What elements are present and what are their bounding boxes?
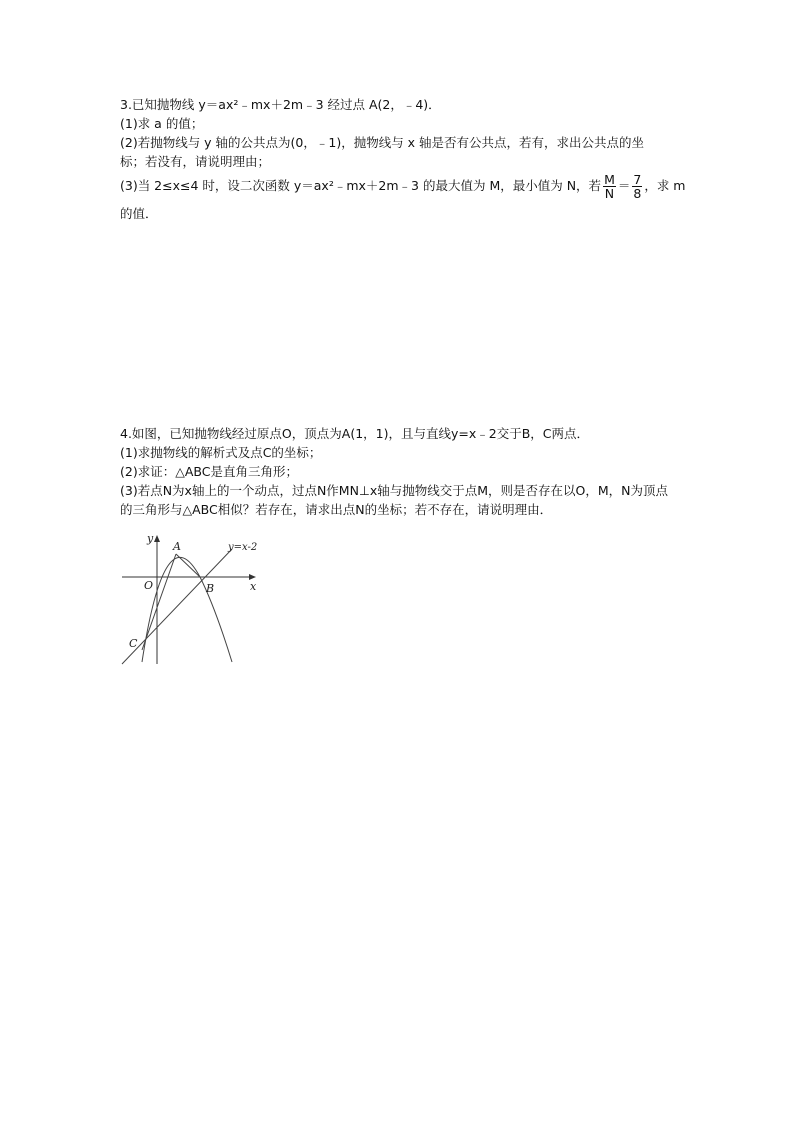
line-y-equals-x-minus-2 [122,549,232,664]
problem-3-statement: 3.已知抛物线 y＝ax²﹣mx＋2m﹣3 经过点 A(2，﹣4)． [120,97,441,112]
y-axis-arrow [154,535,160,542]
problem-3-part-3-tail: ，求 m [644,178,686,193]
problem-3-part-3-text: (3)当 2≤x≤4 时，设二次函数 y＝ax²﹣mx＋2m﹣3 的最大值为 M，最小值为 N，若 [120,178,602,193]
fraction-m-numerator: M [604,172,615,187]
problem-4-part-1: (1)求抛物线的解析式及点C的坐标； [120,445,322,460]
fraction-seven-eighths [632,173,642,200]
segment-ac [142,554,176,650]
problem-3-part-3-cont: 的值． [120,206,158,221]
problem-3-part-1: (1)求 a 的值； [120,116,204,131]
label-y: y [147,532,154,545]
parabola-figure-svg [120,532,265,667]
problem-4-part-2: (2)求证：△ABC是直角三角形； [120,464,298,479]
equals-sign: ＝ [617,178,631,193]
problem-3-part-2-cont: 标；若没有，请说明理由； [120,154,271,169]
problem-4-part-3: (3)若点N为x轴上的一个动点，过点N作MN⊥x轴与抛物线交于点M，则是否存在以O，M，N为顶点 [120,483,668,498]
label-b: B [206,582,215,595]
fraction-m-over-n [603,173,616,200]
parabola-figure [120,532,265,667]
problem-3-part-3 [120,169,685,203]
label-x: x [250,580,257,593]
label-c: C [129,637,138,650]
fraction-n-denominator: N [604,186,615,201]
parabola-curve [142,557,232,662]
problem-3-part-2: (2)若抛物线与 y 轴的公共点为(0，﹣1)，抛物线与 x 轴是否有公共点，若有，求出公共点的坐 [120,135,645,150]
fraction-8-denominator: 8 [633,186,642,201]
fraction-7-numerator: 7 [633,172,642,187]
label-line-equation: y=x-2 [228,542,258,553]
problem-4-part-3-cont: 的三角形与△ABC相似？若存在，请求出点N的坐标；若不存在，请说明理由． [120,502,553,517]
segment-ab [176,554,200,577]
label-a: A [173,540,181,553]
label-o: O [144,579,154,592]
problem-4-statement: 4.如图，已知抛物线经过原点O，顶点为A(1，1)，且与直线y=x﹣2交于B，C两点． [120,426,590,441]
